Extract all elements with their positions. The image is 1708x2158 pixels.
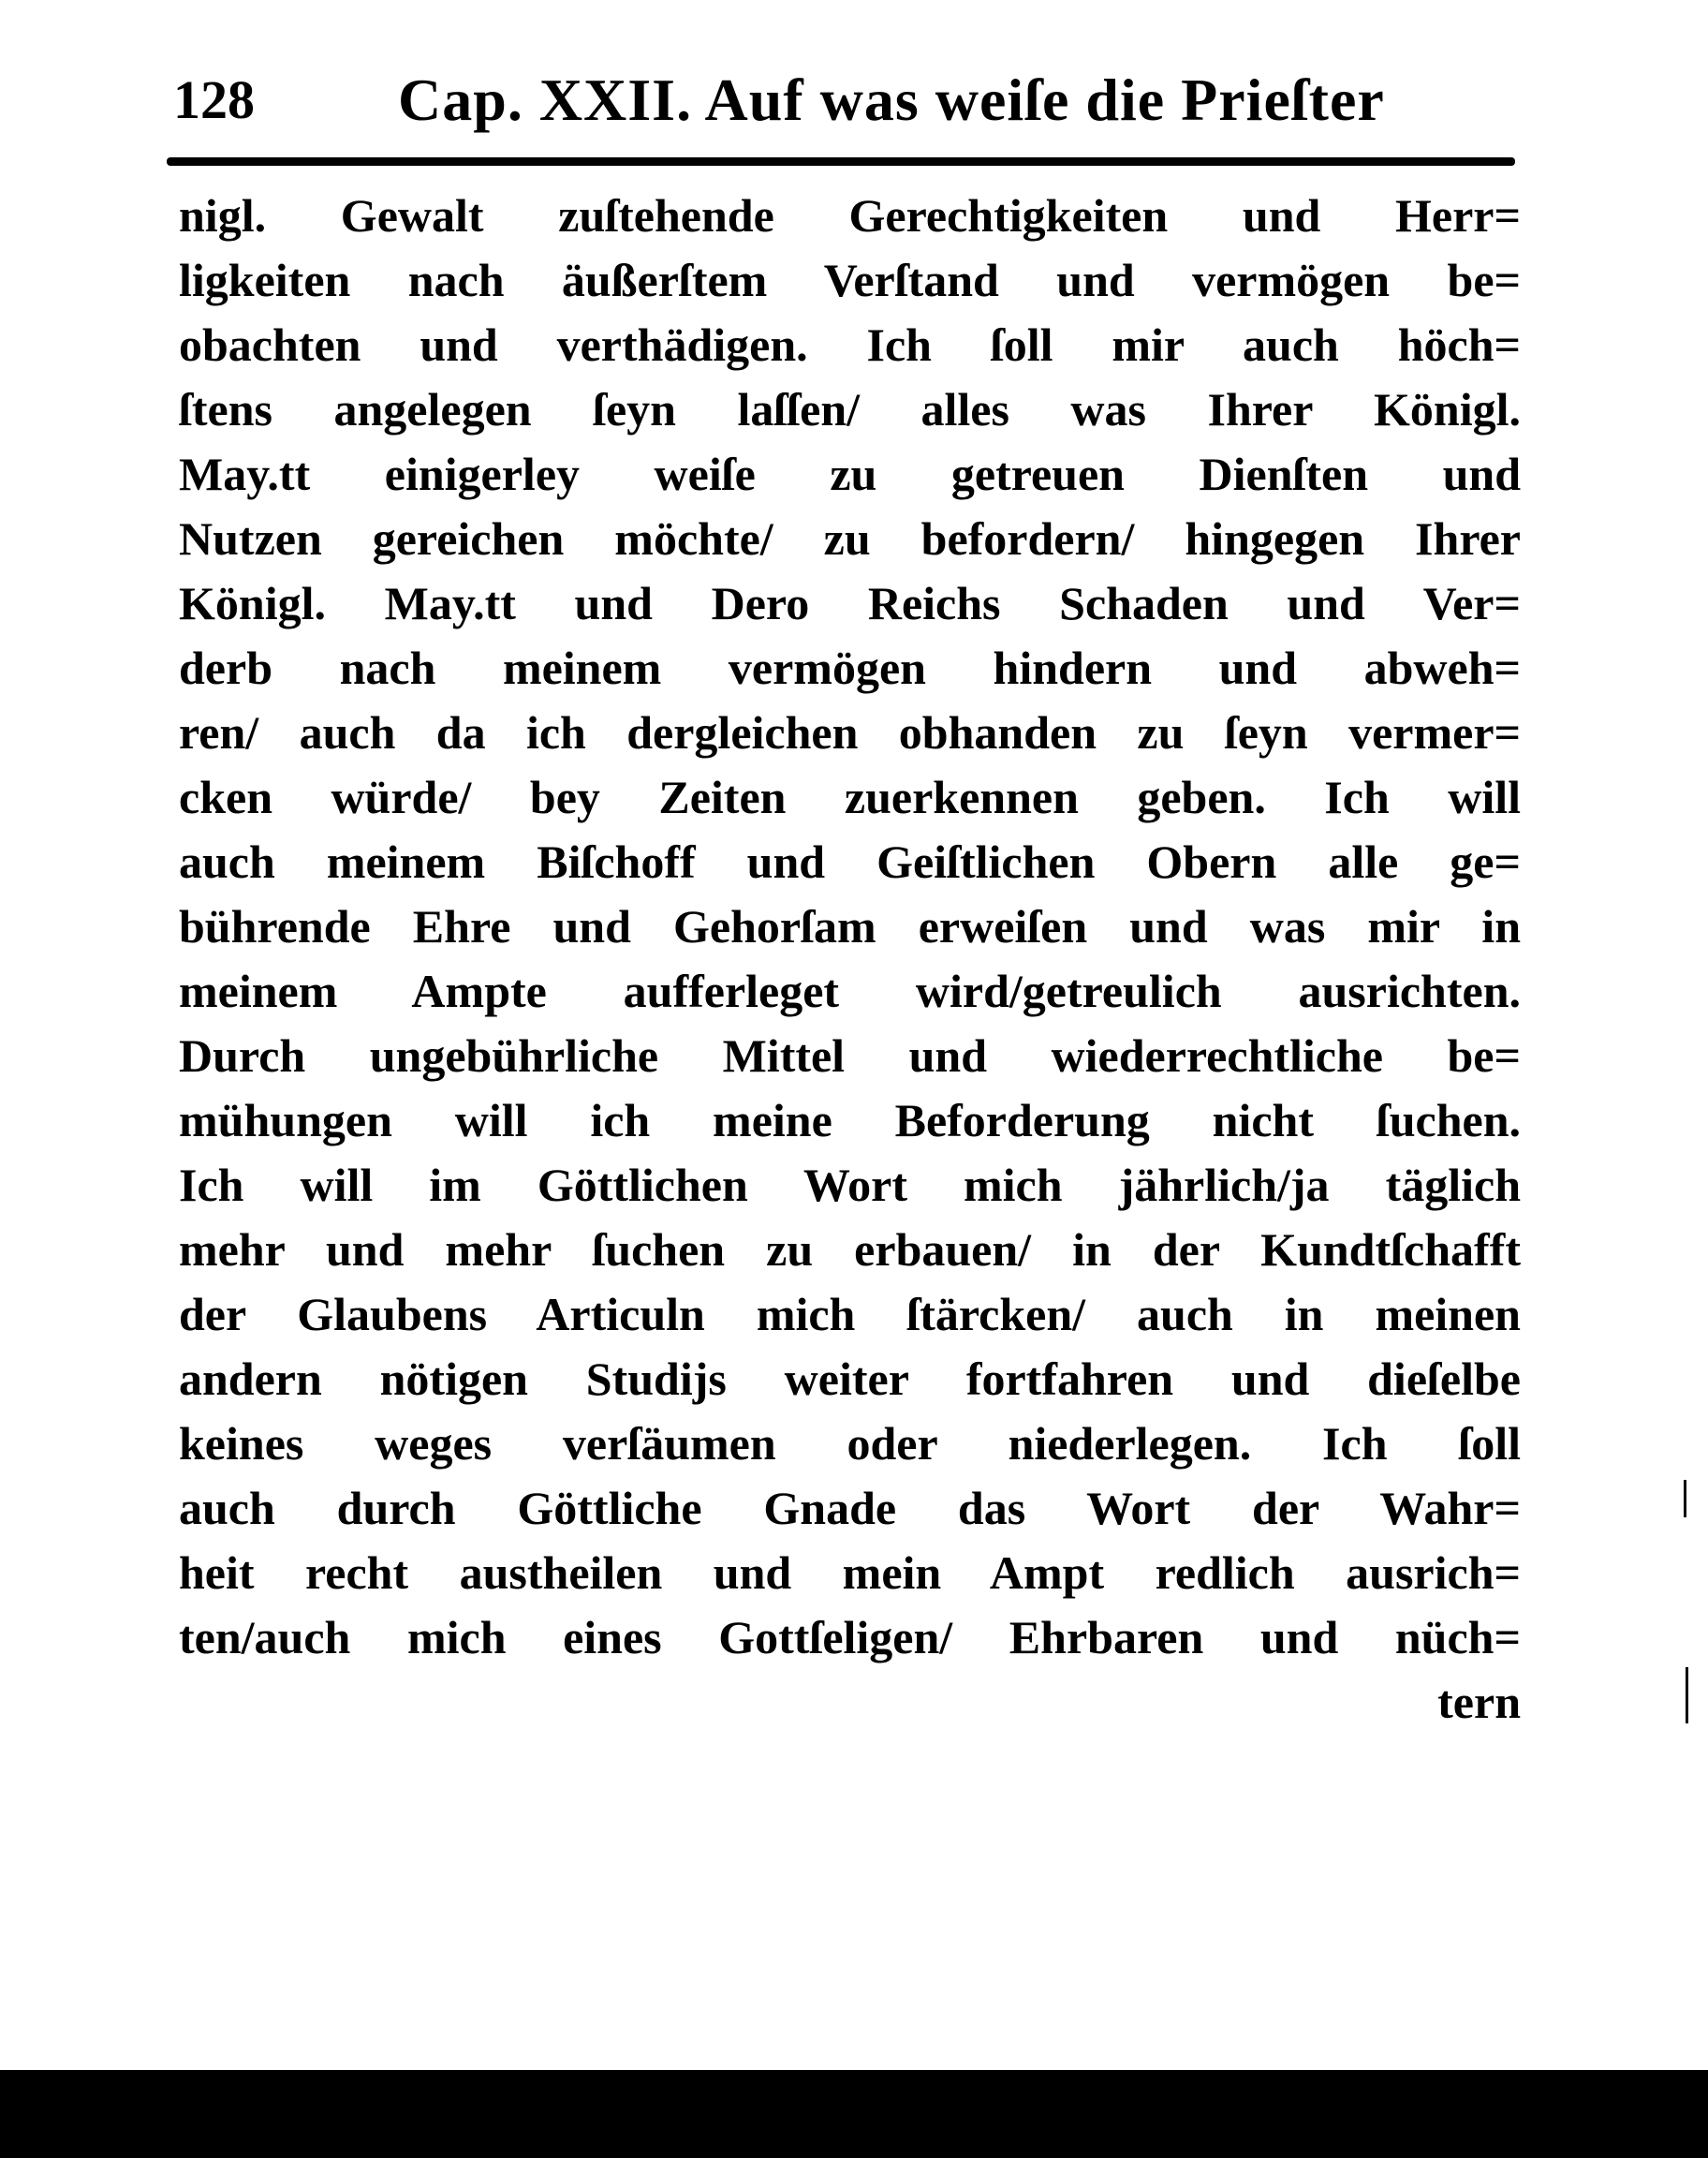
text-line: auch meinem Biſchoff und Geiſtlichen Obern alle ge= (179, 835, 1521, 888)
page-number: 128 (173, 69, 255, 130)
text-line: andern nötigen Studijs weiter fortfahren und dieſelbe (179, 1352, 1521, 1405)
text-line: der Glaubens Articuln mich ſtärcken/ auch in meinen (179, 1288, 1521, 1340)
running-title: Cap. XXII. Auf was weiſe die Prieſter (398, 67, 1385, 133)
text-line: nigl. Gewalt zuſtehende Gerechtigkeiten und Herr= (179, 189, 1521, 242)
text-line: Königl. May.tt und Dero Reichs Schaden und Ver= (179, 577, 1521, 629)
scan-artifact (1684, 1480, 1686, 1517)
text-line: ten/auch mich eines Gottſeligen/ Ehrbaren und nüch= (179, 1611, 1521, 1663)
text-line: Ich will im Göttlichen Wort mich jährlich/ja täglich (179, 1159, 1521, 1211)
text-line: ligkeiten nach äußerſtem Verſtand und vermögen be= (179, 254, 1521, 306)
text-line: bührende Ehre und Gehorſam erweiſen und was mir in (179, 900, 1521, 953)
header-rule (167, 157, 1515, 166)
text-line: ſtens angelegen ſeyn laſſen/ alles was Ihrer Königl. (179, 383, 1521, 436)
text-line: May.tt einigerley weiſe zu getreuen Dienſten und (179, 448, 1521, 500)
text-line: derb nach meinem vermögen hindern und abweh= (179, 642, 1521, 694)
text-line: auch durch Göttliche Gnade das Wort der Wahr= (179, 1482, 1521, 1534)
text-line: Durch ungebührliche Mittel und wiederrechtliche be= (179, 1029, 1521, 1082)
text-line: Nutzen gereichen möchte/ zu befordern/ hingegen Ihrer (179, 512, 1521, 565)
text-line: meinem Ampte aufferleget wird/getreulich ausrichten. (179, 965, 1521, 1017)
text-line: mühungen will ich meine Beforderung nicht ſuchen. (179, 1094, 1521, 1146)
scan-artifact (1686, 1667, 1688, 1723)
body-text (179, 184, 1521, 1735)
text-line: heit recht austheilen und mein Ampt redlich ausrich= (179, 1546, 1521, 1599)
text-line: cken würde/ bey Zeiten zuerkennen geben. Ich will (179, 771, 1521, 823)
text-line: ren/ auch da ich dergleichen obhanden zu ſeyn vermer= (179, 706, 1521, 759)
page-header (173, 58, 1522, 142)
text-line: mehr und mehr ſuchen zu erbauen/ in der Kundtſchafft (179, 1223, 1521, 1276)
scan-bottom-edge (0, 2070, 1708, 2158)
catchword: tern (1437, 1676, 1521, 1728)
text-line: obachten und verthädigen. Ich ſoll mir auch höch= (179, 318, 1521, 371)
text-line: keines weges verſäumen oder niederlegen. Ich ſoll (179, 1417, 1521, 1470)
